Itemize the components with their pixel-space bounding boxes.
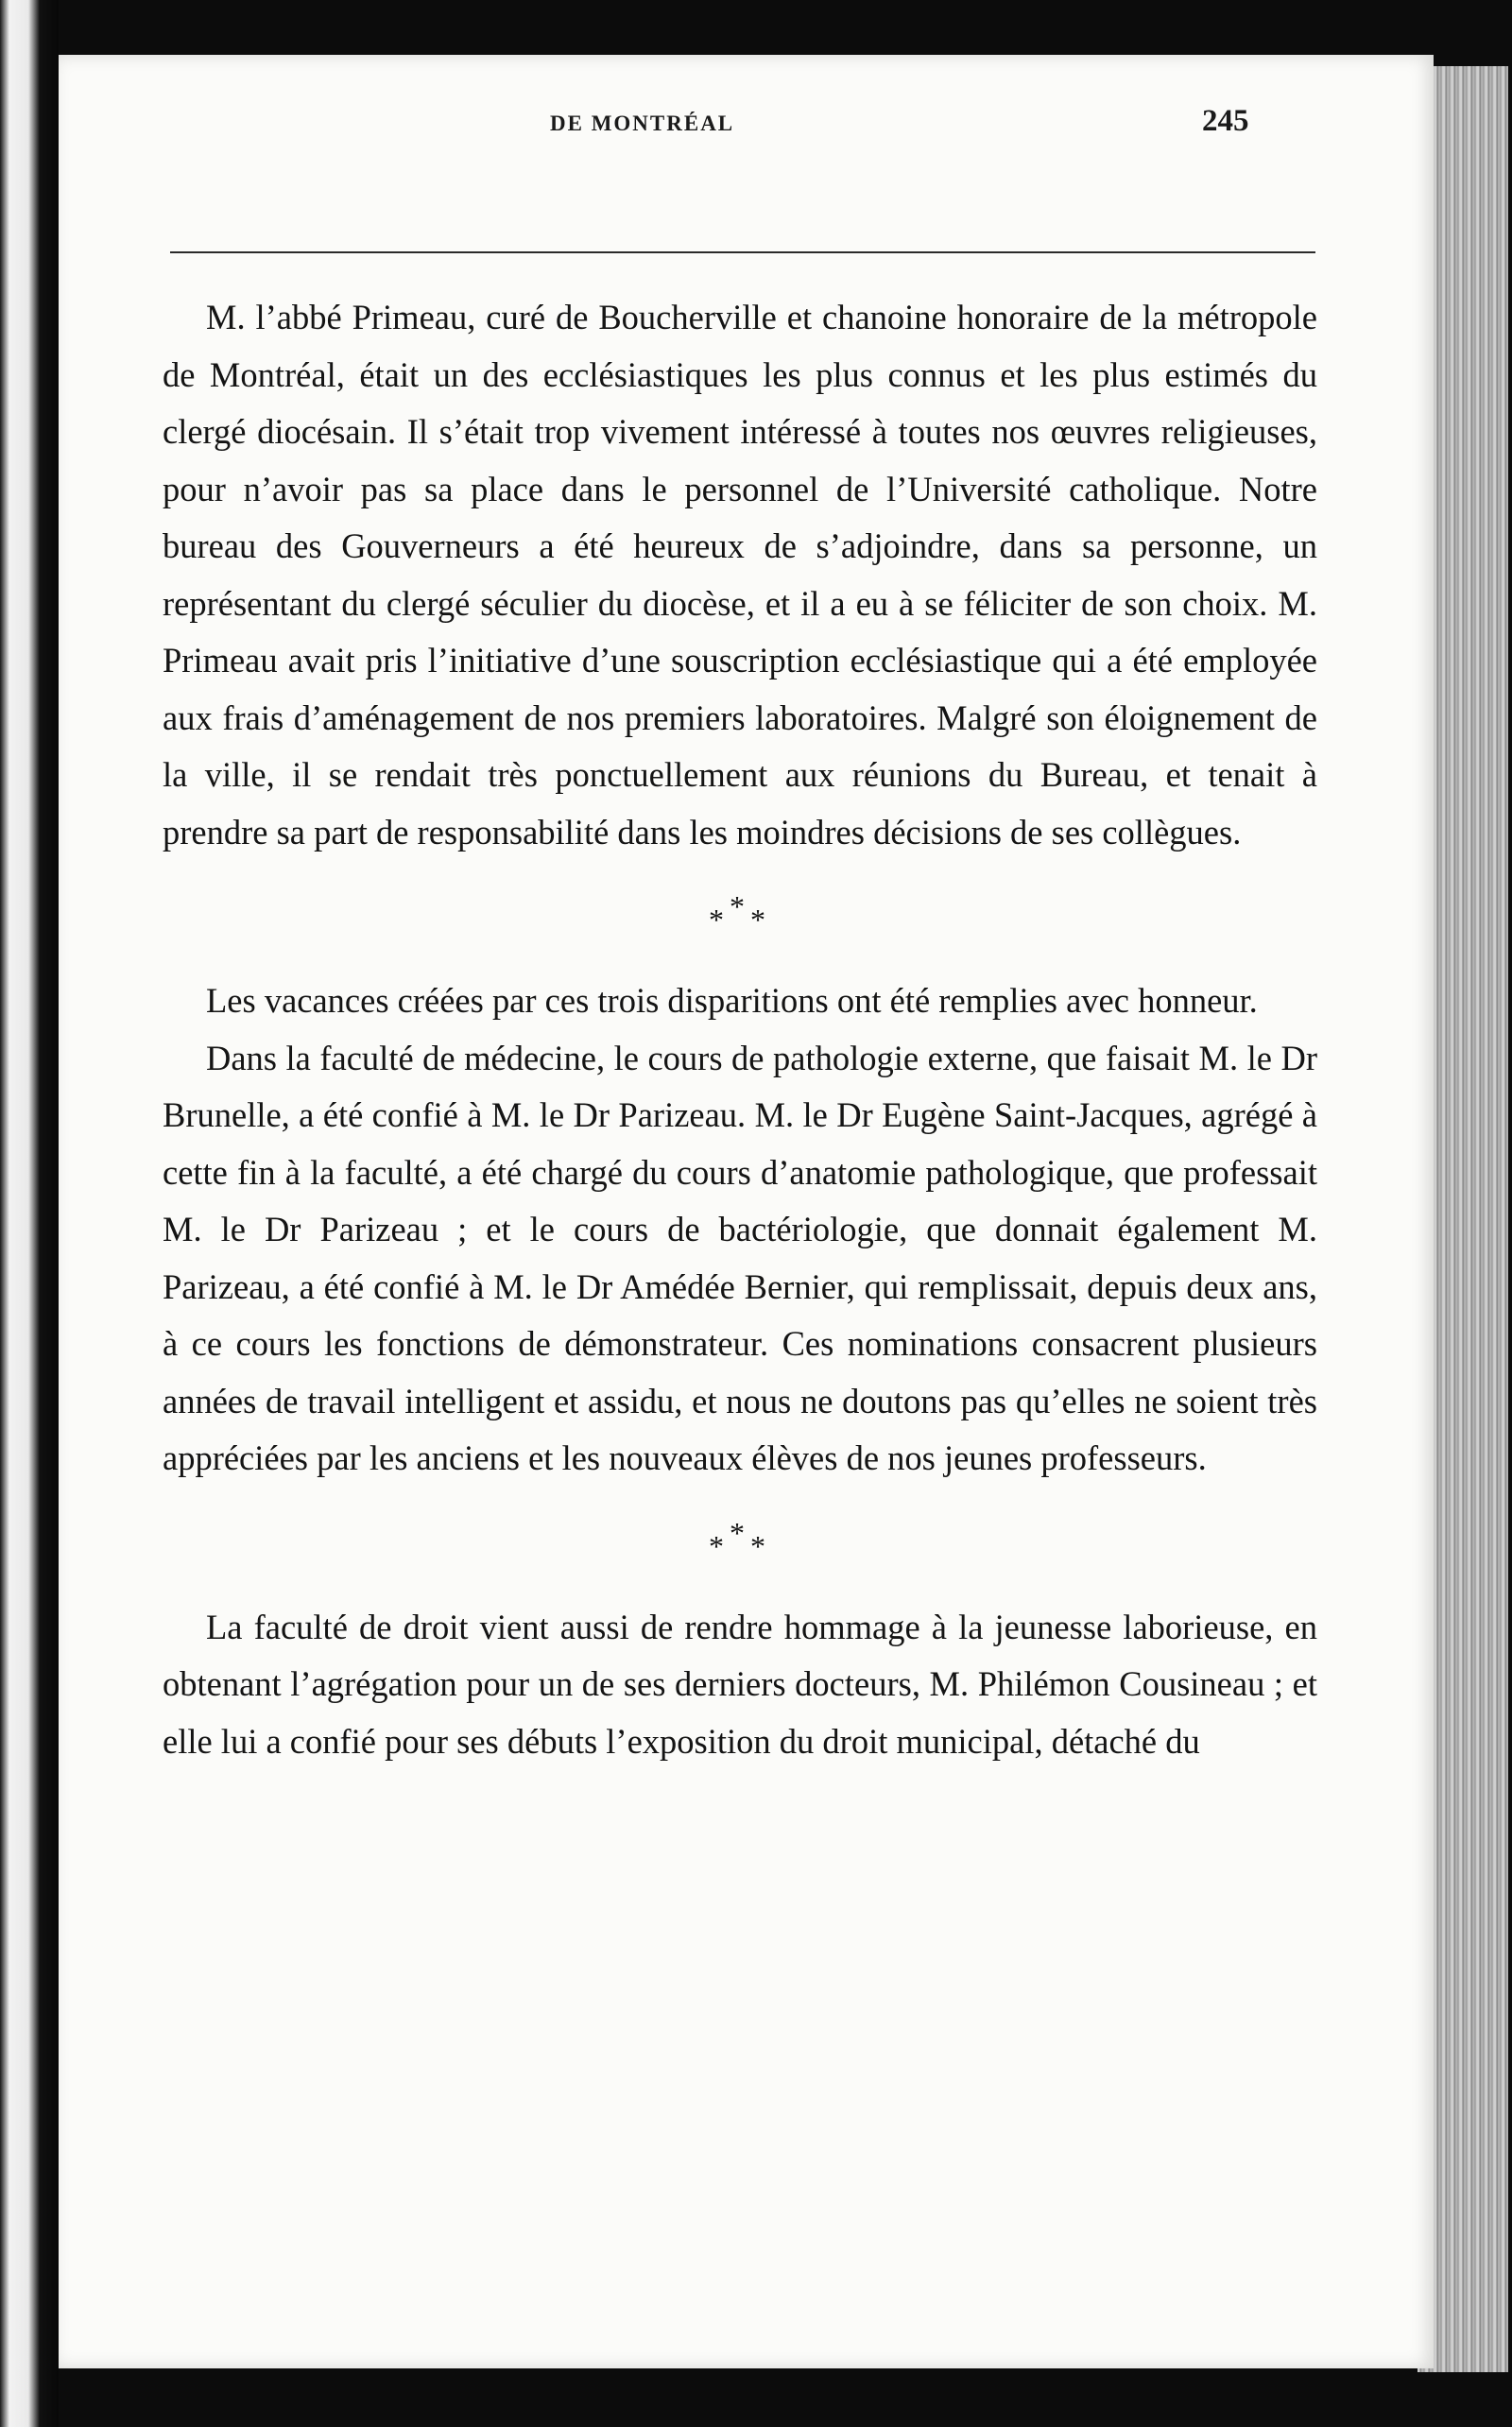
header-rule	[170, 251, 1315, 253]
paragraph-vacances: Les vacances créées par ces trois disparitions ont été remplies avec honneur.	[206, 981, 1258, 1020]
asterisk: *	[750, 903, 771, 937]
asterisk: *	[709, 903, 730, 937]
paragraph-droit: La faculté de droit vient aussi de rendre hommage à la jeunesse laborieuse, en obtenant l’agrégation pour un de ses derniers docteurs, M. Philémon Cousineau ; et elle lui a confié pour ses débuts l’exposition du droit municipal, détaché du	[163, 1607, 1317, 1761]
asterisk: *	[730, 1515, 750, 1550]
section-separator	[163, 1488, 1317, 1599]
asterisk: *	[750, 1528, 771, 1563]
asterisk: *	[709, 1528, 730, 1563]
book-page	[59, 55, 1434, 2368]
running-title: DE MONTRÉAL	[550, 112, 735, 135]
page-body	[163, 289, 1317, 1770]
asterisk: *	[730, 889, 750, 923]
paragraph-primeau: M. l’abbé Primeau, curé de Boucherville et chanoine honoraire de la métropole de Montréal, était un des ecclésiastiques les plus connus et les plus estimés du clergé diocésain. Il s’était trop vivement intéressé à toutes nos œuvres religieuses, pour n’avoir pas sa place dans le personnel de l’Université catholique. Notre bureau des Gouverneurs a été heureux de s’adjoindre, dans sa personne, un représentant du clergé séculier du diocèse, et il a eu à se féliciter de son choix. M. Primeau avait pris l’initiative d’une souscription ecclésiastique qui a été employée aux frais d’aménagement de nos premiers laboratoires. Malgré son éloignement de la ville, il se rendait très ponctuellement aux réunions du Bureau, et tenait à prendre sa part de responsabilité dans les moindres décisions de ses collègues.	[163, 298, 1317, 852]
page-number: 245	[1202, 104, 1249, 138]
section-separator	[163, 861, 1317, 973]
paragraph-medecine: Dans la faculté de médecine, le cours de pathologie externe, que faisait M. le Dr Brunelle, a été confié à M. le Dr Parizeau. M. le Dr Eugène Saint-Jacques, agrégé à cette fin à la faculté, a été chargé du cours d’anatomie pathologique, que professait M. le Dr Parizeau ; et le cours de bactériologie, que donnait également M. Parizeau, a été confié à M. le Dr Amédée Bernier, qui remplissait, depuis deux ans, à ce cours les fonctions de démonstrateur. Ces nominations consacrent plusieurs années de travail intelligent et assidu, et nous ne doutons pas qu’elles ne soient très appréciées par les anciens et les nouveaux élèves de nos jeunes professeurs.	[163, 1038, 1317, 1477]
previous-page-edge	[0, 0, 59, 2427]
